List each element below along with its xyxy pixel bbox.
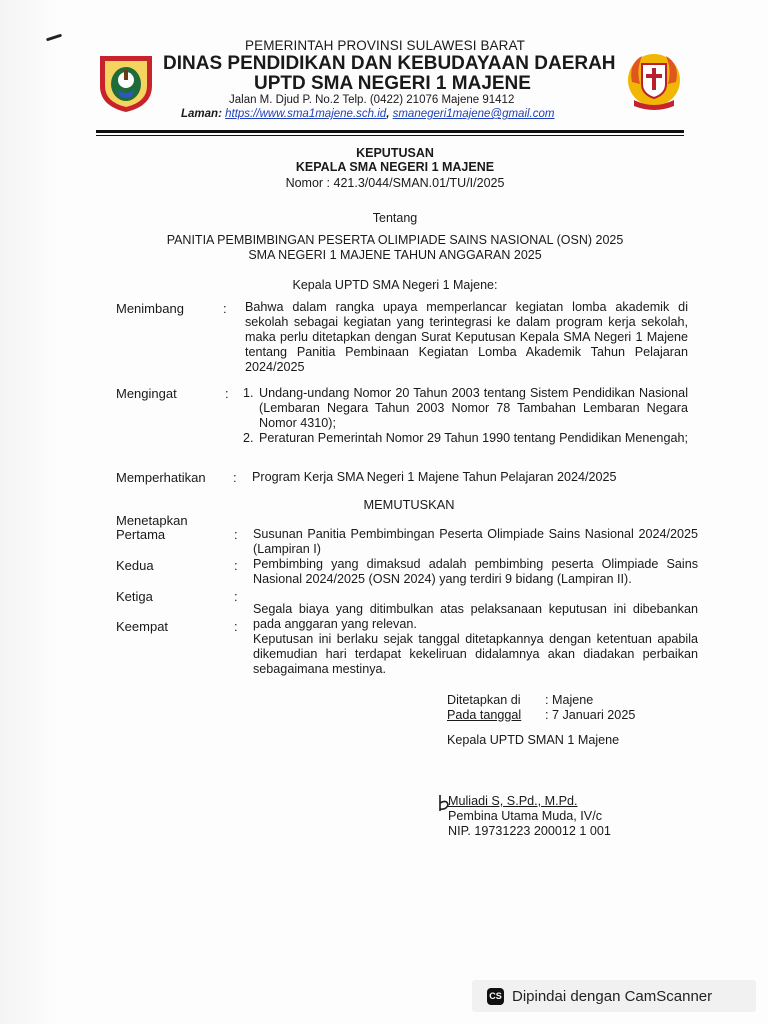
tanggal-line — [447, 708, 649, 722]
memperhatikan-text: Program Kerja SMA Negeri 1 Majene Tahun Pelajaran 2024/2025 — [252, 470, 617, 484]
ketiga-colon: : — [234, 589, 238, 604]
keempat-label: Keempat — [116, 619, 169, 634]
letterhead-divider-thin — [96, 135, 684, 136]
mengingat-item2-num: 2. — [243, 431, 254, 445]
letterhead-divider-thick — [96, 130, 684, 133]
laman-label: Laman: — [181, 108, 222, 120]
email-link[interactable]: smanegeri1majene@gmail.com — [392, 108, 555, 120]
province-emblem-logo — [96, 52, 156, 114]
camscanner-text: Dipindai dengan CamScanner — [512, 987, 713, 1005]
mengingat-item1-num: 1. — [243, 386, 254, 400]
tanggal-label: Pada tanggal — [447, 708, 522, 722]
ketiga-label: Ketiga — [116, 589, 153, 604]
menimbang-colon: : — [223, 301, 227, 316]
signatory-rank: Pembina Utama Muda, IV/c — [448, 809, 602, 823]
pertama-text: Susunan Panitia Pembimbingan Peserta Olimpiade Sains Nasional 2024/2025 (Lampiran I) — [253, 527, 698, 556]
mengingat-label: Mengingat — [116, 386, 177, 401]
memperhatikan-label: Memperhatikan — [116, 470, 206, 485]
tanggal-value: : 7 Januari 2025 — [545, 708, 636, 722]
memutuskan-heading: MEMUTUSKAN — [363, 497, 455, 512]
signatory-name: Muliadi S, S.Pd., M.Pd. — [448, 794, 578, 808]
keempat-colon: : — [234, 619, 238, 634]
signatory-position: Kepala UPTD SMAN 1 Majene — [447, 733, 620, 747]
signatory-nip: NIP. 19731223 200012 1 001 — [448, 824, 611, 838]
letterhead-school: UPTD SMA NEGERI 1 MAJENE — [254, 73, 531, 94]
pertama-colon: : — [234, 527, 238, 542]
school-emblem-logo — [622, 50, 686, 112]
kepala-uptd-line: Kepala UPTD SMA Negeri 1 Majene: — [292, 278, 498, 292]
letterhead-address: Jalan M. Djud P. No.2 Telp. (0422) 21076 Majene 91412 — [229, 94, 515, 106]
tentang-label: Tentang — [372, 211, 418, 225]
contact-separator: , — [386, 108, 390, 120]
letterhead-contact — [181, 108, 554, 120]
kedua-colon: : — [234, 558, 238, 573]
website-link[interactable]: https://www.sma1majene.sch.id — [225, 108, 387, 120]
ditetapkan-label: Ditetapkan di — [447, 693, 521, 707]
subject-line-2: SMA NEGERI 1 MAJENE TAHUN ANGGARAN 2025 — [248, 248, 542, 262]
kedua-label: Kedua — [116, 558, 154, 573]
camscanner-watermark — [472, 980, 756, 1012]
mengingat-colon: : — [225, 386, 229, 401]
ketiga-text: Segala biaya yang ditimbulkan atas pelaksanaan keputusan ini dibebankan pada anggaran yang relevan. — [253, 602, 698, 631]
camscanner-icon: CS — [487, 988, 504, 1005]
ditetapkan-value: : Majene — [545, 693, 594, 707]
mengingat-item1: Undang-undang Nomor 20 Tahun 2003 tentang Sistem Pendidikan Nasional (Lembaran Negara Tahun 2003 Nomor 78 Tambahan Lembaran Negara Nomor 4310); — [259, 386, 688, 430]
kedua-text: Pembimbing yang dimaksud adalah pembimbing peserta Olimpiade Sains Nasional 2024/2025 (OSN 2024) yang terdiri 9 bidang (Lampiran II). — [253, 557, 698, 586]
memperhatikan-colon: : — [233, 470, 237, 485]
subject-line-1: PANITIA PEMBIMBINGAN PESERTA OLIMPIADE SAINS NASIONAL (OSN) 2025 — [166, 233, 624, 247]
doc-number: Nomor : 421.3/044/SMAN.01/TU/I/2025 — [285, 176, 505, 190]
menetapkan-label: Menetapkan — [116, 513, 188, 528]
letterhead-agency: DINAS PENDIDIKAN DAN KEBUDAYAAN DAERAH — [163, 53, 616, 74]
menimbang-text: Bahwa dalam rangka upaya memperlancar kegiatan lomba akademik di sekolah sebagai kegiatan yang terintegrasi ke dalam program kerja sekolah, maka perlu ditetapkan dengan Surat Keputusan Kepala SMA Negeri 1 Majene tentang Panitia Pembinaan Kegiatan Lomba Akademik Tahun Pelajaran 2024/2025 — [245, 300, 688, 374]
pertama-label: Pertama — [116, 527, 166, 542]
letterhead-province: PEMERINTAH PROVINSI SULAWESI BARAT — [245, 38, 525, 53]
keempat-text: Keputusan ini berlaku sejak tanggal ditetapkannya dengan ketentuan apabila dikemudian hari terdapat kekeliruan didalamnya akan diadakan perbaikan sebagaimana mestinya. — [253, 632, 698, 676]
doc-type-title: KEPUTUSAN — [356, 146, 434, 160]
menimbang-label: Menimbang — [116, 301, 184, 316]
mengingat-item2: Peraturan Pemerintah Nomor 29 Tahun 1990 tentang Pendidikan Menengah; — [259, 431, 688, 445]
doc-issuer-title: KEPALA SMA NEGERI 1 MAJENE — [295, 160, 495, 174]
